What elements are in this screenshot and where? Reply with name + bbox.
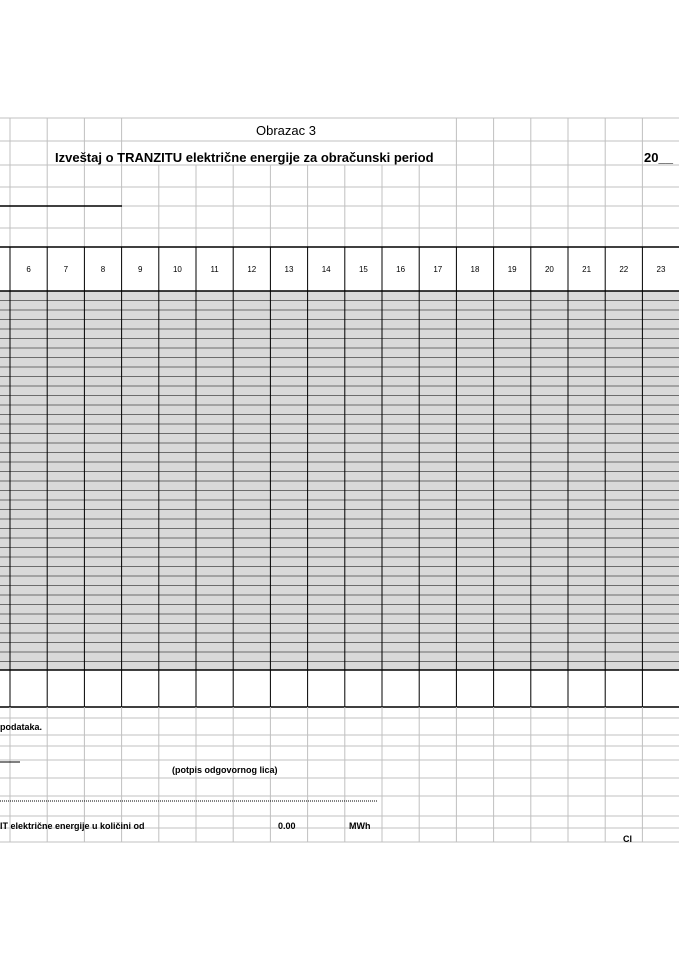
column-number: 13 (284, 265, 294, 274)
corner-mark: Cl (623, 834, 632, 844)
column-number: 17 (433, 265, 443, 274)
year-field: 20__ (644, 150, 673, 165)
column-number: 16 (396, 265, 406, 274)
column-number: 18 (470, 265, 480, 274)
column-number: 20 (544, 265, 554, 274)
total-value: 0.00 (278, 821, 296, 831)
signature-caption: (potpis odgovornog lica) (172, 765, 278, 775)
total-label: IT električne energije u količini od (0, 821, 145, 831)
column-number: 7 (63, 265, 69, 274)
column-number: 21 (582, 265, 592, 274)
form-label: Obrazac 3 (256, 123, 316, 138)
column-number: 14 (321, 265, 331, 274)
column-number: 11 (210, 265, 219, 274)
note-text: podataka. (0, 722, 43, 732)
total-unit: MWh (349, 821, 371, 831)
column-number: 23 (656, 265, 666, 274)
column-number: 15 (358, 265, 368, 274)
column-number: 6 (26, 265, 31, 274)
report-title: Izveštaj o TRANZITU električne energije za obračunski period (55, 150, 434, 165)
column-number: 19 (507, 265, 517, 274)
column-number: 9 (137, 265, 143, 274)
column-number: 8 (100, 265, 106, 274)
column-number: 10 (172, 265, 182, 274)
column-number: 22 (619, 265, 629, 274)
column-number: 12 (247, 265, 257, 274)
